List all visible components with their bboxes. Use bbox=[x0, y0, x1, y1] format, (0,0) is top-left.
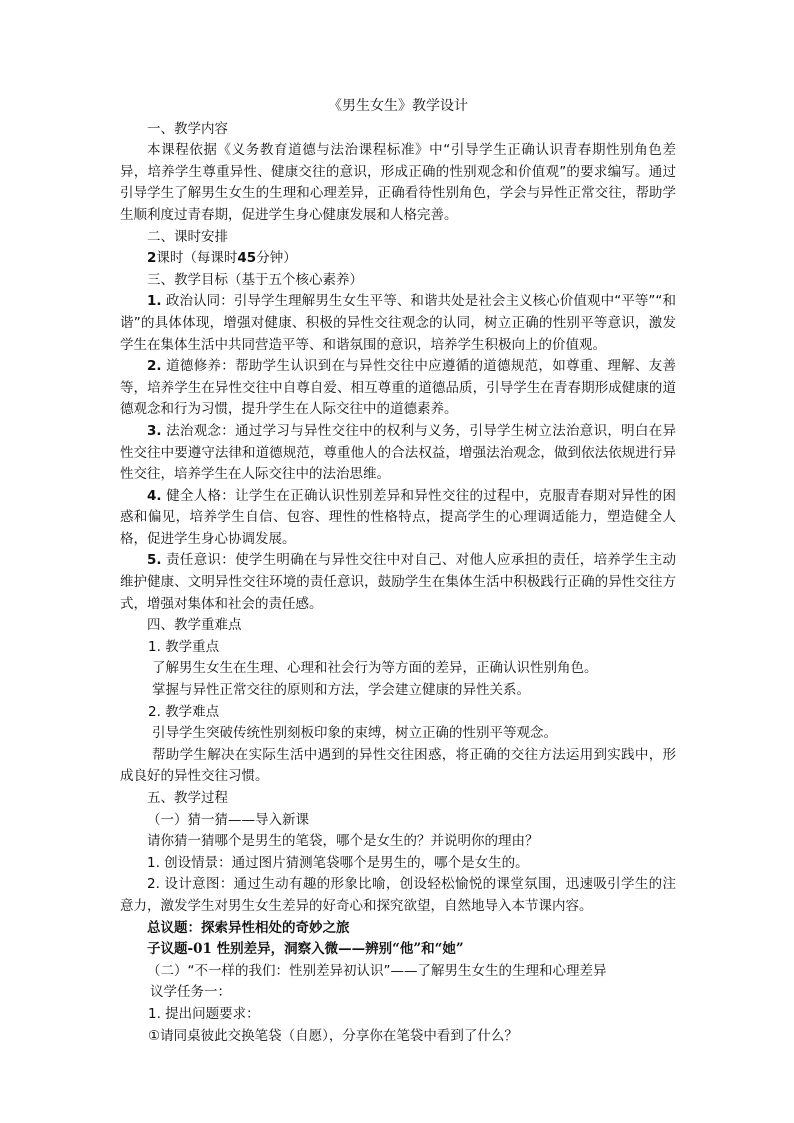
goal-item bbox=[120, 356, 676, 421]
task-item: ①请同桌彼此交换笔袋（自愿），分享你在笔袋中看到了什么？ bbox=[148, 1027, 518, 1044]
difficulty-text: 引导学生突破传统性别刻板印象的束缚，树立正确的性别平等观念。 bbox=[152, 725, 557, 742]
section-heading-process: 五、教学过程 bbox=[147, 790, 228, 806]
process-item: 1. 创设情景：通过图片猜测笔袋哪个是男生的，哪个是女生的。 bbox=[147, 854, 529, 871]
goal-number: 4. bbox=[147, 487, 162, 504]
main-topic: 总议题：探索异性相处的奇妙之旅 bbox=[147, 919, 350, 936]
key-point-text: 掌握与异性正常交往的原则和方法，学会建立健康的异性关系。 bbox=[152, 682, 530, 699]
section-heading-schedule: 二、课时安排 bbox=[147, 228, 228, 245]
goal-item bbox=[120, 291, 676, 356]
schedule-text-a: 课时（每课时 bbox=[156, 250, 238, 267]
document-title: 《男生女生》教学设计 bbox=[328, 98, 468, 114]
task-item: 1. 提出问题要求： bbox=[148, 1005, 260, 1022]
goal-text: 责任意识：使学生明确在与异性交往中对自己、对他人应承担的责任，培养学生主动维护健康、文明异性交往环境的责任意识，鼓励学生在集体生活中积极践行正确的异性交往方式，增强对集体和社会的责任感。 bbox=[120, 552, 677, 612]
section-body-schedule bbox=[120, 248, 676, 270]
key-point-heading: 1. 教学重点 bbox=[148, 638, 220, 655]
goal-number: 5. bbox=[147, 552, 162, 569]
goal-text: 健全人格：让学生在正确认识性别差异和异性交往的过程中，克服青春期对异性的困惑和偏见，培养学生自信、包容、理性的性格特点，提高学生的心理调适能力，塑造健全人格，促进学生身心协调发展。 bbox=[120, 487, 677, 547]
process-question: 请你猜一猜哪个是男生的笔袋，哪个是女生的？并说明你的理由？ bbox=[147, 833, 539, 850]
goal-item bbox=[120, 486, 676, 551]
goal-item bbox=[120, 421, 676, 486]
section-body-content: 本课程依据《义务教育道德与法治课程标准》中“引导学生正确认识青春期性别角色差异，培养学生尊重异性、健康交往的意识，形成正确的性别观念和价值观”的要求编写。通过引导学生了解男生女生的生理和心理差异，正确看待性别角色，学会与异性正常交往，帮助学生顺利度过青春期，促进学生身心健康发展和人格完善。 bbox=[120, 142, 676, 223]
difficulty-text: 帮助学生解决在实际生活中遇到的异性交往困惑，将正确的交往方法运用到实践中，形成良好的异性交往习惯。 bbox=[120, 746, 676, 785]
schedule-minutes: 45 bbox=[237, 250, 257, 267]
goal-text: 政治认同：引导学生理解男生女生平等、和谐共处是社会主义核心价值观中“平等”“和谐”的具体体现，增强对健康、积极的异性交往观念的认同，树立正确的性别平等意识，激发学生在集体生活中共同营造平等、和谐氛围的意识，培养学生积极向上的价值观。 bbox=[120, 293, 677, 353]
section-heading-goals: 三、教学目标（基于五个核心素养） bbox=[147, 271, 363, 288]
goal-number: 2. bbox=[147, 358, 162, 375]
difficulty-heading: 2. 教学难点 bbox=[148, 703, 220, 720]
task-heading: 议学任务一： bbox=[150, 984, 231, 1001]
sub-topic: 子议题-01 性别差异，洞察入微——辨别“他”和“她” bbox=[147, 941, 464, 958]
goal-number: 1. bbox=[147, 293, 162, 310]
goal-item bbox=[120, 550, 676, 615]
key-point-text: 了解男生女生在生理、心理和社会行为等方面的差异，正确认识性别角色。 bbox=[152, 660, 598, 677]
goal-text: 道德修养：帮助学生认识到在与异性交往中应遵循的道德规范，如尊重、理解、友善等，培养学生在异性交往中自尊自爱、相互尊重的道德品质，引导学生在青春期形成健康的道德观念和行为习惯，提升学生在人际交往中的道德素养。 bbox=[120, 358, 677, 418]
process-item: 2. 设计意图：通过生动有趣的形象比喻，创设轻松愉悦的课堂氛围，迅速吸引学生的注意力，激发学生对男生女生差异的好奇心和探究欲望，自然地导入本节课内容。 bbox=[120, 876, 676, 914]
goal-text: 法治观念：通过学习与异性交往中的权利与义务，引导学生树立法治意识，明白在异性交往中要遵守法律和道德规范，尊重他人的合法权益，增强法治观念，做到依法依规进行异性交往，培养学生在人际交往中的法治思维。 bbox=[120, 422, 677, 483]
schedule-text-b: 分钟） bbox=[256, 250, 297, 267]
goal-number: 3. bbox=[147, 422, 162, 439]
process-part-heading: （一）猜一猜——导入新课 bbox=[147, 811, 309, 828]
document-body bbox=[120, 96, 676, 1047]
process-part-heading: （二）“不一样的我们：性别差异初认识”——了解男生女生的生理和心理差异 bbox=[147, 962, 607, 979]
schedule-count: 2 bbox=[147, 250, 157, 267]
section-heading-content: 一、教学内容 bbox=[147, 120, 228, 137]
section-heading-key-points: 四、教学重难点 bbox=[147, 617, 242, 634]
